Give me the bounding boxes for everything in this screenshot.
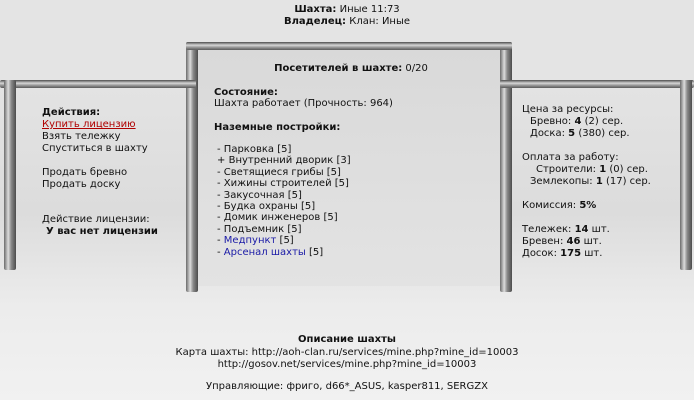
price-board (530, 128, 630, 140)
pay-builders (536, 164, 648, 176)
stock-carts-label: Тележек: (522, 224, 572, 235)
building-level: [5] (287, 224, 302, 235)
stock-boards-label: Досок: (522, 248, 557, 259)
pay-builders-rest: (0) сер. (609, 164, 648, 175)
commission-value: 5% (579, 200, 597, 211)
pay-diggers-value: 1 (595, 176, 603, 187)
building-level: [3] (336, 155, 351, 166)
sell-board-link[interactable]: Продать доску (42, 179, 121, 190)
building-level: [5] (300, 201, 316, 212)
buildings-title: Наземные постройки: (214, 122, 341, 133)
left-frame-top-bar (0, 80, 196, 88)
stock-logs-rest: шт. (583, 236, 602, 247)
state-value: Шахта работает (Прочность: 964) (214, 98, 393, 109)
mine-url-line: http://gosov.net/services/mine.php?mine_id=10003 (217, 359, 477, 370)
stock-logs (522, 236, 602, 248)
building-name: Подъемник (223, 224, 285, 235)
stock-boards-value: 175 (560, 248, 582, 259)
buy-license-link[interactable]: Купить лицензию (42, 119, 136, 130)
pay-diggers-label: Землекопы: (530, 176, 593, 187)
visitors-value: 0/20 (405, 63, 428, 74)
building-item[interactable] (217, 235, 294, 247)
pay-builders-label: Строители: (536, 164, 597, 175)
building-item[interactable] (217, 247, 323, 259)
mine-owner (0, 16, 694, 28)
pay-title: Оплата за работу: (522, 152, 619, 163)
sell-log-link[interactable]: Продать бревно (42, 167, 128, 178)
owner-label: Владелец: (283, 16, 347, 27)
building-level: [5] (323, 212, 338, 223)
price-log-rest: (2) сер. (584, 116, 624, 127)
building-prefix: - (217, 167, 221, 178)
building-prefix: - (217, 212, 221, 223)
license-title: Действие лицензии: (42, 214, 150, 225)
stock-carts-value: 14 (574, 224, 589, 235)
descend-mine-link[interactable]: Спуститься в шахту (42, 143, 148, 154)
building-name: Закусочная (223, 190, 285, 201)
stock-boards (522, 248, 602, 260)
price-log-label: Бревно: (530, 116, 572, 127)
right-frame-right-pillar (680, 80, 692, 270)
building-level: [5] (334, 178, 349, 189)
building-name: Внутренний дворик (228, 155, 334, 166)
mine-label: Шахта: (294, 4, 337, 15)
mine-title (0, 4, 694, 16)
building-item (217, 212, 338, 224)
stock-logs-value: 46 (566, 236, 581, 247)
stock-boards-rest: шт. (584, 248, 603, 259)
mine-map-line: Карта шахты: http://aoh-clan.ru/services/mine.php?mine_id=10003 (175, 347, 519, 358)
stock-carts (522, 224, 610, 236)
price-log-value: 4 (574, 116, 582, 127)
building-item (217, 178, 349, 190)
visitors-label: Посетителей в шахте: (274, 63, 403, 74)
center-frame-top-bar (186, 42, 512, 50)
building-level: [5] (287, 190, 302, 201)
right-frame-top-bar (500, 80, 694, 88)
building-prefix: - (217, 235, 221, 246)
building-prefix[interactable]: + (217, 155, 226, 166)
building-prefix: - (217, 224, 221, 235)
building-level: [5] (279, 235, 294, 246)
description-title: Описание шахты (298, 334, 396, 345)
stock-logs-label: Бревен: (522, 236, 564, 247)
building-level: [5] (308, 247, 324, 258)
price-board-label: Доска: (530, 128, 565, 139)
left-frame-left-pillar (4, 80, 16, 270)
building-item (217, 155, 351, 167)
commission-label: Комиссия: (522, 200, 577, 211)
pay-builders-value: 1 (599, 164, 607, 175)
building-prefix: - (217, 178, 221, 189)
building-name: Домик инженеров (223, 212, 321, 223)
visitors-count (196, 63, 506, 75)
building-prefix: - (217, 201, 221, 212)
building-name: Парковка (223, 144, 275, 155)
building-level: [5] (326, 167, 341, 178)
building-name: Будка охраны (223, 201, 298, 212)
building-name: Светящиеся грибы (223, 167, 324, 178)
commission (522, 200, 596, 212)
stock-carts-rest: шт. (591, 224, 610, 235)
mine-value: Иные 11:73 (339, 4, 400, 15)
building-prefix: - (217, 190, 221, 201)
building-level: [5] (277, 144, 292, 155)
take-cart-link[interactable]: Взять тележку (42, 131, 121, 142)
owner-value: Клан: Иные (349, 16, 411, 27)
building-prefix: - (217, 144, 221, 155)
price-board-value: 5 (568, 128, 576, 139)
pay-diggers (530, 176, 651, 188)
pay-diggers-rest: (17) сер. (605, 176, 651, 187)
building-name: Хижины строителей (223, 178, 332, 189)
building-prefix: - (217, 247, 221, 258)
managers-line: Управляющие: фриго, d66*_ASUS, kasper811, SERGZX (206, 381, 488, 392)
price-board-rest: (380) сер. (578, 128, 630, 139)
license-status: У вас нет лицензии (46, 226, 158, 237)
state-title: Состояние: (214, 87, 278, 98)
actions-title: Действия: (42, 107, 101, 118)
price-log (530, 116, 623, 128)
prices-title: Цена за ресурсы: (522, 104, 614, 115)
building-name[interactable]: Медпункт (223, 235, 277, 246)
building-name[interactable]: Арсенал шахты (223, 247, 306, 258)
